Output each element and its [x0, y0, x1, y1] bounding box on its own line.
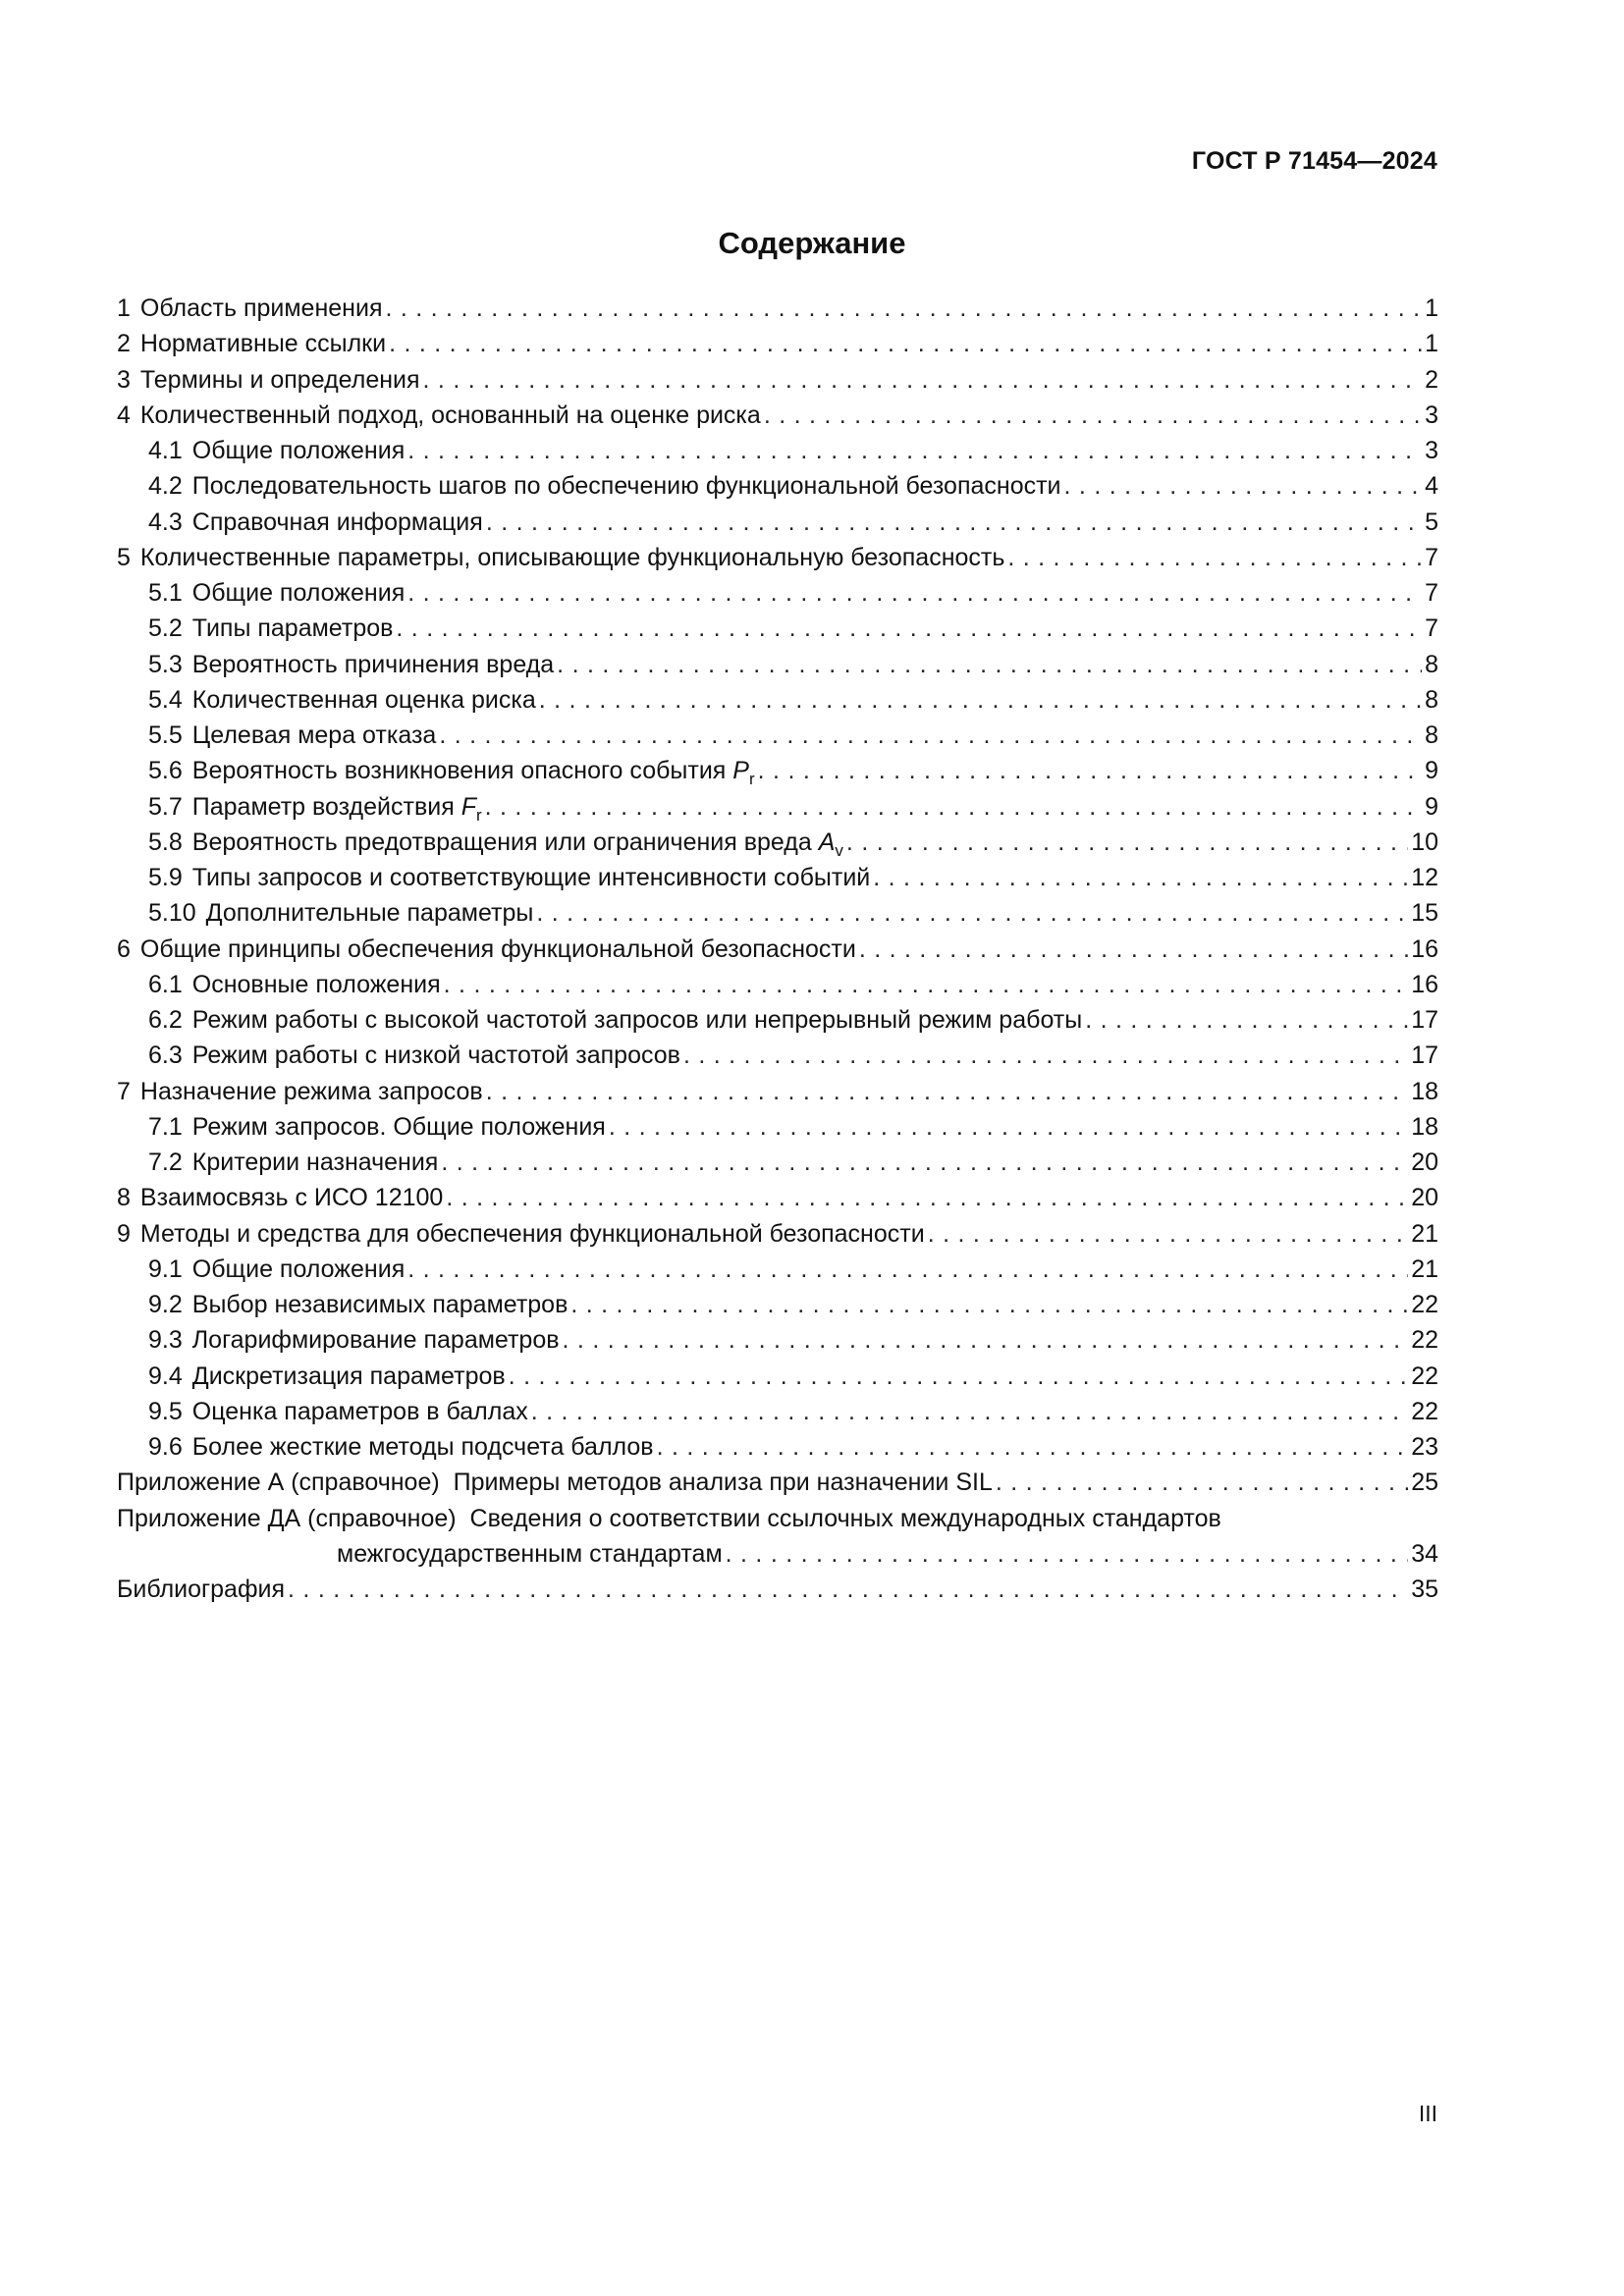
- toc-entry-4[interactable]: [117, 398, 1438, 433]
- toc-entry-label: Нормативные ссылки: [139, 330, 387, 358]
- toc-entry-label: Типы запросов и соответствующие интенсивности событий: [191, 864, 871, 891]
- toc-entry-label: Типы параметров: [191, 614, 394, 643]
- toc-entry-label: Режим запросов. Общие положения: [191, 1112, 606, 1141]
- toc-entry-5-8[interactable]: [117, 825, 1438, 860]
- toc-entry-label: Взаимосвязь с ИСО 12100: [139, 1184, 444, 1212]
- toc-entry-7-2[interactable]: [117, 1145, 1438, 1180]
- dot-leader: [385, 291, 1422, 326]
- toc-appendix-label: [117, 1465, 993, 1500]
- toc-entry-number: 5.2: [148, 614, 183, 643]
- dot-leader: [396, 611, 1422, 646]
- toc-entry-9-4[interactable]: [117, 1359, 1438, 1394]
- toc-entry-label: Методы и средства для обеспечения функциональной безопасности: [139, 1219, 925, 1248]
- dot-leader: [446, 1180, 1408, 1215]
- toc-entry-page: 20: [1411, 1184, 1438, 1212]
- toc-appendix-a[interactable]: [117, 1465, 1438, 1500]
- dot-leader: [423, 362, 1423, 398]
- toc-entry-label: Библиография: [117, 1575, 286, 1603]
- toc-entry-5-6[interactable]: [117, 753, 1438, 788]
- dot-leader: [485, 789, 1422, 825]
- toc-entry-page: 25: [1411, 1468, 1438, 1497]
- toc-entry-label: Режим работы с высокой частотой запросов или непрерывный режим работы: [191, 1006, 1083, 1034]
- variable-subscript: v: [835, 840, 843, 860]
- toc-entry-5-10[interactable]: [117, 895, 1438, 931]
- toc-entry-page: 18: [1411, 1112, 1438, 1141]
- toc-entry-page: 9: [1425, 757, 1438, 785]
- dot-leader: [557, 647, 1422, 682]
- toc-entry-label: Более жесткие методы подсчета баллов: [191, 1433, 654, 1461]
- toc-entry-number: 5.9: [148, 864, 183, 891]
- toc-entry-9-3[interactable]: [117, 1322, 1438, 1358]
- toc-entry-page: 7: [1425, 543, 1438, 571]
- toc-entry-number: 4: [117, 400, 131, 429]
- toc-entry-label: Общие положения: [191, 1255, 406, 1283]
- dot-leader: [758, 753, 1422, 788]
- toc-entry-label: Выбор независимых параметров: [191, 1291, 568, 1318]
- dot-leader: [444, 967, 1409, 1002]
- variable-subscript: r: [475, 805, 482, 825]
- dot-leader: [1085, 1002, 1408, 1038]
- toc-entry-text: Вероятность возникновения опасного события: [191, 757, 727, 785]
- toc-entry-number: 6: [117, 934, 131, 963]
- dot-leader: [539, 682, 1422, 718]
- toc-entry-label: Последовательность шагов по обеспечению функциональной безопасности: [191, 472, 1061, 501]
- toc-entry-label: Общие положения: [191, 437, 406, 464]
- toc-entry-label: Количественный подход, основанный на оценке риска: [139, 400, 761, 429]
- toc-entry-5-4[interactable]: [117, 682, 1438, 718]
- variable-symbol: P: [732, 757, 749, 785]
- toc-entry-number: 5.3: [148, 650, 183, 678]
- appendix-prefix: Приложение ДА (справочное): [117, 1504, 457, 1532]
- toc-entry-number: 6.2: [148, 1006, 183, 1034]
- toc-title: Содержание: [718, 226, 906, 260]
- toc-entry-page: 21: [1411, 1219, 1438, 1248]
- toc-entry-number: 5.4: [148, 685, 183, 714]
- toc-entry-number: 4.2: [148, 472, 183, 501]
- toc-entry-page: 35: [1411, 1575, 1438, 1603]
- toc-entry-label: Режим работы с низкой частотой запросов: [191, 1041, 680, 1070]
- toc-entry-number: 4.1: [148, 437, 183, 464]
- toc-entry-page: 7: [1425, 614, 1438, 643]
- toc-entry-6-3[interactable]: [117, 1038, 1438, 1073]
- dot-leader: [407, 575, 1422, 611]
- toc-entry-label: Термины и определения: [139, 365, 420, 394]
- dot-leader: [1007, 540, 1422, 575]
- toc-entry-number: 5: [117, 543, 131, 571]
- toc-entry-page: 5: [1425, 507, 1438, 536]
- dot-leader: [996, 1465, 1408, 1500]
- toc-entry-page: 17: [1411, 1006, 1438, 1034]
- dot-leader: [570, 1287, 1408, 1322]
- toc-entry-label: Оценка параметров в баллах: [191, 1397, 528, 1425]
- toc-entry-label: Общие положения: [191, 579, 406, 607]
- toc-entry-5-2[interactable]: [117, 611, 1438, 646]
- toc-entry-label: [192, 789, 482, 825]
- toc-bibliography[interactable]: [117, 1572, 1438, 1607]
- toc-entry-5-7[interactable]: [117, 789, 1438, 825]
- toc-entry-5-9[interactable]: [117, 860, 1438, 895]
- toc-entry-page: 3: [1425, 400, 1438, 429]
- toc-entry-text: Параметр воздействия: [191, 792, 455, 821]
- toc-entry-page: 3: [1425, 437, 1438, 464]
- toc-entry-number: 6.3: [148, 1041, 183, 1070]
- toc-entry-9-5[interactable]: [117, 1394, 1438, 1429]
- dot-leader: [859, 932, 1408, 967]
- toc-entry-6-2[interactable]: [117, 1002, 1438, 1038]
- dot-leader: [509, 1359, 1409, 1394]
- toc-entry-number: 4.3: [148, 507, 183, 536]
- dot-leader: [1064, 468, 1423, 504]
- toc-entry-number: 7: [117, 1077, 131, 1105]
- toc-entry-label: Целевая мера отказа: [191, 721, 437, 749]
- toc-entry-page: 1: [1425, 330, 1438, 358]
- toc-entry-page: 20: [1411, 1148, 1438, 1176]
- toc-entry-number: 6.1: [148, 970, 183, 998]
- dot-leader: [873, 860, 1408, 895]
- toc-entry-page: 22: [1411, 1326, 1438, 1355]
- toc-entry-label: Область применения: [139, 294, 383, 322]
- toc-entry-label: Критерии назначения: [191, 1148, 439, 1176]
- toc-entry-9[interactable]: [117, 1216, 1438, 1252]
- toc-entry-5[interactable]: [117, 540, 1438, 575]
- toc-entry-page: 18: [1411, 1077, 1438, 1105]
- appendix-title: Примеры методов анализа при назначении SIL: [453, 1468, 993, 1497]
- toc-entry-4-1[interactable]: [117, 433, 1438, 468]
- toc-entry-number: 3: [117, 365, 131, 394]
- toc-entry-label: Вероятность причинения вреда: [191, 650, 555, 678]
- dot-leader: [536, 895, 1408, 931]
- toc-entry-page: 10: [1411, 828, 1438, 856]
- toc-entry-page: 17: [1411, 1041, 1438, 1070]
- toc-entry-number: 7.2: [148, 1148, 183, 1176]
- toc-entry-number: 9.1: [148, 1255, 183, 1283]
- toc-entry-9-1[interactable]: [117, 1252, 1438, 1287]
- toc-entry-number: 7.1: [148, 1112, 183, 1141]
- toc-entry-number: 5.8: [148, 828, 183, 856]
- toc-entry-page: 15: [1411, 899, 1438, 928]
- toc-entry-page: 1: [1425, 294, 1438, 322]
- toc-entry-5-3[interactable]: [117, 647, 1438, 682]
- dot-leader: [531, 1394, 1408, 1429]
- dot-leader: [288, 1572, 1408, 1607]
- dot-leader: [563, 1322, 1409, 1358]
- toc-entry-page: 4: [1425, 472, 1438, 501]
- toc-entry-9-6[interactable]: [117, 1429, 1438, 1465]
- toc-entry-5-1[interactable]: [117, 575, 1438, 611]
- toc-entry-label: Основные положения: [191, 970, 441, 998]
- toc-entry-page: 16: [1411, 970, 1438, 998]
- toc-entry-6-1[interactable]: [117, 967, 1438, 1002]
- toc-entry-number: 9: [117, 1219, 131, 1248]
- toc-entry-7[interactable]: [117, 1074, 1438, 1109]
- dot-leader: [609, 1109, 1408, 1145]
- toc-entry-number: 5.7: [148, 792, 183, 821]
- document-code: ГОСТ Р 71454—2024: [1191, 147, 1437, 175]
- toc-entry-page: 22: [1411, 1397, 1438, 1425]
- toc-entry-number: 9.4: [148, 1362, 183, 1390]
- toc-entry-page: 21: [1411, 1255, 1438, 1283]
- toc-entry-label: Назначение режима запросов: [139, 1077, 483, 1105]
- toc-entry-label: Количественная оценка риска: [191, 685, 536, 714]
- dot-leader: [407, 1252, 1408, 1287]
- toc-entry-number: 5.1: [148, 579, 183, 607]
- toc-entry-page: 23: [1411, 1433, 1438, 1461]
- toc-entry-label: [192, 753, 755, 788]
- toc-entry-page: 22: [1411, 1362, 1438, 1390]
- variable-subscript: r: [748, 770, 755, 789]
- dot-leader: [657, 1429, 1409, 1465]
- toc-entry-number: 1: [117, 294, 131, 322]
- toc-entry-page: 12: [1411, 864, 1438, 891]
- toc-entry-8[interactable]: [117, 1180, 1438, 1215]
- toc-entry-5-5[interactable]: [117, 718, 1438, 753]
- appendix-title-continued: межгосударственным стандартам: [337, 1539, 723, 1568]
- toc-entry-number: 8: [117, 1184, 131, 1212]
- table-of-contents: [117, 291, 1438, 1607]
- toc-entry-3[interactable]: [117, 362, 1438, 398]
- dot-leader: [486, 505, 1422, 540]
- appendix-title: Сведения о соответствии ссылочных международных стандартов: [469, 1504, 1221, 1532]
- toc-entry-4-3[interactable]: [117, 505, 1438, 540]
- toc-entry-page: 8: [1425, 685, 1438, 714]
- toc-entry-page: 22: [1411, 1291, 1438, 1318]
- dot-leader: [407, 433, 1422, 468]
- toc-entry-7-1[interactable]: [117, 1109, 1438, 1145]
- dot-leader: [389, 326, 1422, 361]
- dot-leader: [683, 1038, 1408, 1073]
- appendix-prefix: Приложение А (справочное): [117, 1468, 440, 1497]
- toc-entry-page: 9: [1425, 792, 1438, 821]
- page-number: III: [1418, 2101, 1437, 2126]
- toc-entry-number: 5.5: [148, 721, 183, 749]
- toc-entry-label: Дискретизация параметров: [191, 1362, 506, 1390]
- dot-leader: [846, 825, 1408, 860]
- toc-entry-label: Общие принципы обеспечения функциональной безопасности: [139, 934, 856, 963]
- toc-entry-number: 5.6: [148, 757, 183, 785]
- toc-entry-2[interactable]: [117, 326, 1438, 361]
- toc-appendix-da[interactable]: [117, 1501, 1438, 1536]
- toc-entry-label: Справочная информация: [191, 507, 483, 536]
- toc-entry-label: Логарифмирование параметров: [191, 1326, 560, 1355]
- variable-symbol: A: [818, 828, 836, 856]
- toc-entry-page: 34: [1411, 1539, 1438, 1568]
- toc-entry-label: Дополнительные параметры: [205, 899, 534, 928]
- toc-entry-page: 8: [1425, 650, 1438, 678]
- toc-entry-page: 8: [1425, 721, 1438, 749]
- dot-leader: [439, 718, 1422, 753]
- toc-entry-page: 7: [1425, 579, 1438, 607]
- dot-leader: [441, 1145, 1408, 1180]
- toc-entry-number: 9.2: [148, 1291, 183, 1318]
- toc-entry-number: 9.5: [148, 1397, 183, 1425]
- toc-entry-page: 16: [1411, 934, 1438, 963]
- dot-leader: [486, 1074, 1409, 1109]
- dot-leader: [764, 398, 1422, 433]
- toc-appendix-label: [117, 1501, 1221, 1536]
- toc-entry-4-2[interactable]: [117, 468, 1438, 504]
- toc-entry-number: 5.10: [148, 899, 196, 928]
- dot-leader: [928, 1216, 1409, 1252]
- toc-entry-number: 9.6: [148, 1433, 183, 1461]
- toc-entry-label: [192, 825, 843, 860]
- variable-symbol: F: [460, 792, 476, 821]
- toc-entry-number: 9.3: [148, 1326, 183, 1355]
- toc-entry-6[interactable]: [117, 932, 1438, 967]
- toc-entry-text: Вероятность предотвращения или ограничения вреда: [191, 828, 812, 856]
- toc-entry-label: Количественные параметры, описывающие функциональную безопасность: [139, 543, 1005, 571]
- toc-entry-page: 2: [1425, 365, 1438, 394]
- toc-entry-1[interactable]: [117, 291, 1438, 326]
- toc-appendix-da-continued[interactable]: [117, 1536, 1438, 1572]
- toc-entry-9-2[interactable]: [117, 1287, 1438, 1322]
- dot-leader: [726, 1536, 1409, 1572]
- toc-entry-number: 2: [117, 330, 131, 358]
